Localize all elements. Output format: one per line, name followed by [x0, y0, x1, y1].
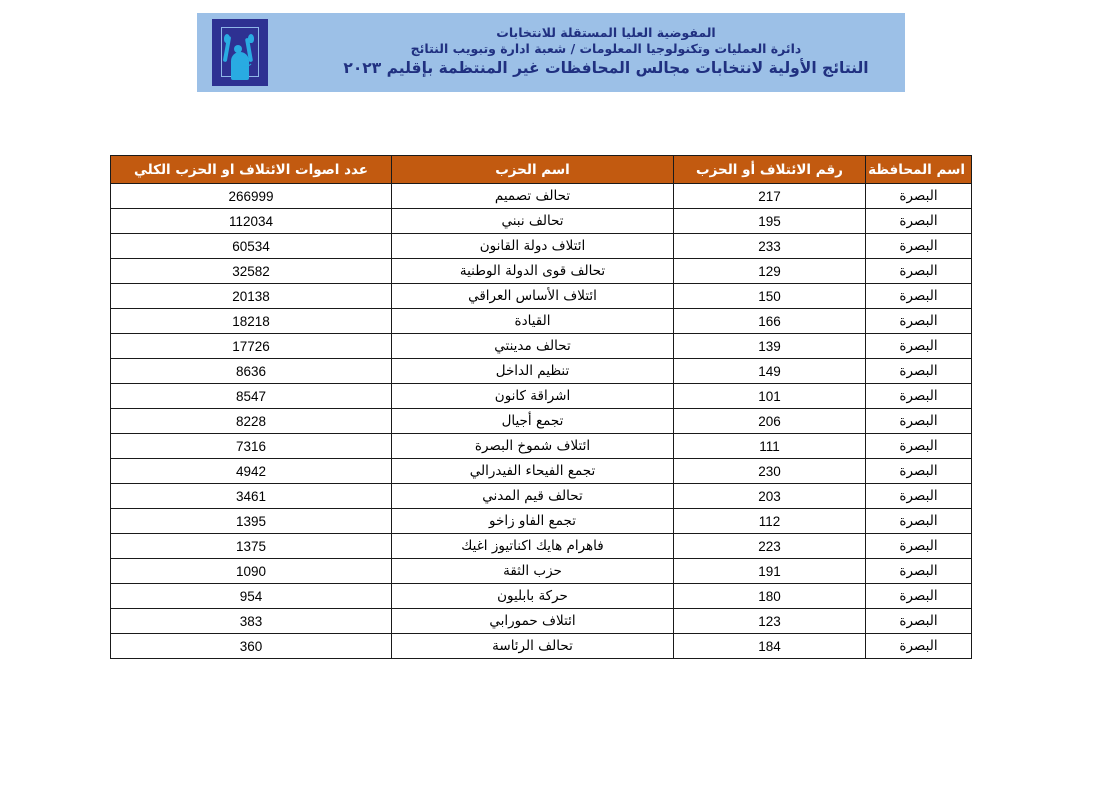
cell-party-name: حركة بابليون — [392, 584, 674, 609]
column-header-total-votes: عدد اصوات الائتلاف او الحزب الكلي — [111, 156, 392, 184]
logo-right-ballot-shape — [248, 34, 254, 43]
cell-total-votes: 1375 — [111, 534, 392, 559]
cell-party-name: تحالف نبني — [392, 209, 674, 234]
cell-governorate: البصرة — [866, 309, 972, 334]
cell-party-number: 184 — [674, 634, 866, 659]
cell-party-number: 217 — [674, 184, 866, 209]
cell-total-votes: 8636 — [111, 359, 392, 384]
cell-total-votes: 18218 — [111, 309, 392, 334]
cell-governorate: البصرة — [866, 359, 972, 384]
cell-governorate: البصرة — [866, 384, 972, 409]
ihec-logo-icon — [212, 19, 268, 86]
cell-total-votes: 60534 — [111, 234, 392, 259]
column-header-party-name: اسم الحزب — [392, 156, 674, 184]
cell-party-number: 139 — [674, 334, 866, 359]
cell-party-name: تجمع أجيال — [392, 409, 674, 434]
cell-total-votes: 32582 — [111, 259, 392, 284]
cell-governorate: البصرة — [866, 209, 972, 234]
cell-total-votes: 954 — [111, 584, 392, 609]
department-name: دائرة العمليات وتكنولوجيا المعلومات / شعبة ادارة وتبويب النتائج — [410, 41, 802, 57]
cell-party-name: تجمع الفاو زاخو — [392, 509, 674, 534]
document-title: النتائج الأولية لانتخابات مجالس المحافظات غير المنتظمة بإقليم ٢٠٢٣ — [343, 58, 869, 77]
table-row — [111, 334, 972, 359]
cell-party-name: تحالف مدينتي — [392, 334, 674, 359]
table-row — [111, 434, 972, 459]
cell-governorate: البصرة — [866, 234, 972, 259]
table-body — [111, 184, 972, 659]
cell-party-name: تجمع الفيحاء الفيدرالي — [392, 459, 674, 484]
cell-party-name: اشراقة كانون — [392, 384, 674, 409]
cell-total-votes: 17726 — [111, 334, 392, 359]
cell-party-number: 129 — [674, 259, 866, 284]
cell-governorate: البصرة — [866, 584, 972, 609]
cell-governorate: البصرة — [866, 609, 972, 634]
cell-party-number: 166 — [674, 309, 866, 334]
cell-governorate: البصرة — [866, 459, 972, 484]
table-row — [111, 609, 972, 634]
cell-total-votes: 4942 — [111, 459, 392, 484]
table-row — [111, 184, 972, 209]
table-row — [111, 284, 972, 309]
table-row — [111, 484, 972, 509]
cell-party-number: 206 — [674, 409, 866, 434]
table-row — [111, 234, 972, 259]
cell-party-name: تحالف الرئاسة — [392, 634, 674, 659]
cell-governorate: البصرة — [866, 434, 972, 459]
cell-party-number: 233 — [674, 234, 866, 259]
logo-container — [197, 13, 283, 92]
cell-party-name: حزب الثقة — [392, 559, 674, 584]
table-row — [111, 409, 972, 434]
table-row — [111, 459, 972, 484]
cell-party-name: ائتلاف الأساس العراقي — [392, 284, 674, 309]
cell-governorate: البصرة — [866, 284, 972, 309]
cell-total-votes: 8547 — [111, 384, 392, 409]
cell-governorate: البصرة — [866, 484, 972, 509]
cell-party-name: تحالف قوى الدولة الوطنية — [392, 259, 674, 284]
table-header-row — [111, 156, 972, 184]
table-row — [111, 534, 972, 559]
cell-governorate: البصرة — [866, 184, 972, 209]
cell-governorate: البصرة — [866, 509, 972, 534]
cell-total-votes: 20138 — [111, 284, 392, 309]
cell-party-number: 223 — [674, 534, 866, 559]
column-header-party-number: رقم الائتلاف أو الحزب — [674, 156, 866, 184]
cell-party-number: 203 — [674, 484, 866, 509]
cell-governorate: البصرة — [866, 534, 972, 559]
cell-governorate: البصرة — [866, 634, 972, 659]
table-row — [111, 384, 972, 409]
cell-total-votes: 3461 — [111, 484, 392, 509]
cell-total-votes: 1090 — [111, 559, 392, 584]
cell-total-votes: 383 — [111, 609, 392, 634]
table-row — [111, 209, 972, 234]
cell-party-name: تنظيم الداخل — [392, 359, 674, 384]
document-header-banner — [197, 13, 905, 92]
table-row — [111, 309, 972, 334]
cell-party-name: ائتلاف حمورابي — [392, 609, 674, 634]
cell-total-votes: 112034 — [111, 209, 392, 234]
cell-party-number: 101 — [674, 384, 866, 409]
cell-total-votes: 8228 — [111, 409, 392, 434]
cell-party-name: تحالف قيم المدني — [392, 484, 674, 509]
logo-left-ballot-shape — [224, 34, 230, 43]
cell-party-name: القيادة — [392, 309, 674, 334]
cell-party-number: 150 — [674, 284, 866, 309]
cell-party-number: 112 — [674, 509, 866, 534]
cell-governorate: البصرة — [866, 409, 972, 434]
cell-party-number: 230 — [674, 459, 866, 484]
cell-party-name: فاهرام هايك اكناتيوز اغيك — [392, 534, 674, 559]
cell-party-name: تحالف تصميم — [392, 184, 674, 209]
table-row — [111, 584, 972, 609]
commission-name: المفوضية العليا المستقلة للانتخابات — [496, 24, 716, 40]
cell-party-name: ائتلاف شموخ البصرة — [392, 434, 674, 459]
table-row — [111, 359, 972, 384]
cell-governorate: البصرة — [866, 559, 972, 584]
table-row — [111, 509, 972, 534]
logo-swoosh-shape — [236, 49, 254, 67]
results-table — [110, 155, 972, 659]
table-row — [111, 559, 972, 584]
cell-party-number: 195 — [674, 209, 866, 234]
results-table-container — [111, 155, 972, 659]
cell-governorate: البصرة — [866, 334, 972, 359]
cell-party-number: 149 — [674, 359, 866, 384]
cell-party-number: 123 — [674, 609, 866, 634]
column-header-governorate: اسم المحافظة — [866, 156, 972, 184]
cell-party-name: ائتلاف دولة القانون — [392, 234, 674, 259]
cell-total-votes: 7316 — [111, 434, 392, 459]
cell-total-votes: 1395 — [111, 509, 392, 534]
cell-total-votes: 360 — [111, 634, 392, 659]
table-header — [111, 156, 972, 184]
cell-governorate: البصرة — [866, 259, 972, 284]
cell-party-number: 191 — [674, 559, 866, 584]
cell-party-number: 180 — [674, 584, 866, 609]
table-row — [111, 259, 972, 284]
cell-total-votes: 266999 — [111, 184, 392, 209]
cell-party-number: 111 — [674, 434, 866, 459]
header-text-block — [283, 13, 905, 92]
table-row — [111, 634, 972, 659]
